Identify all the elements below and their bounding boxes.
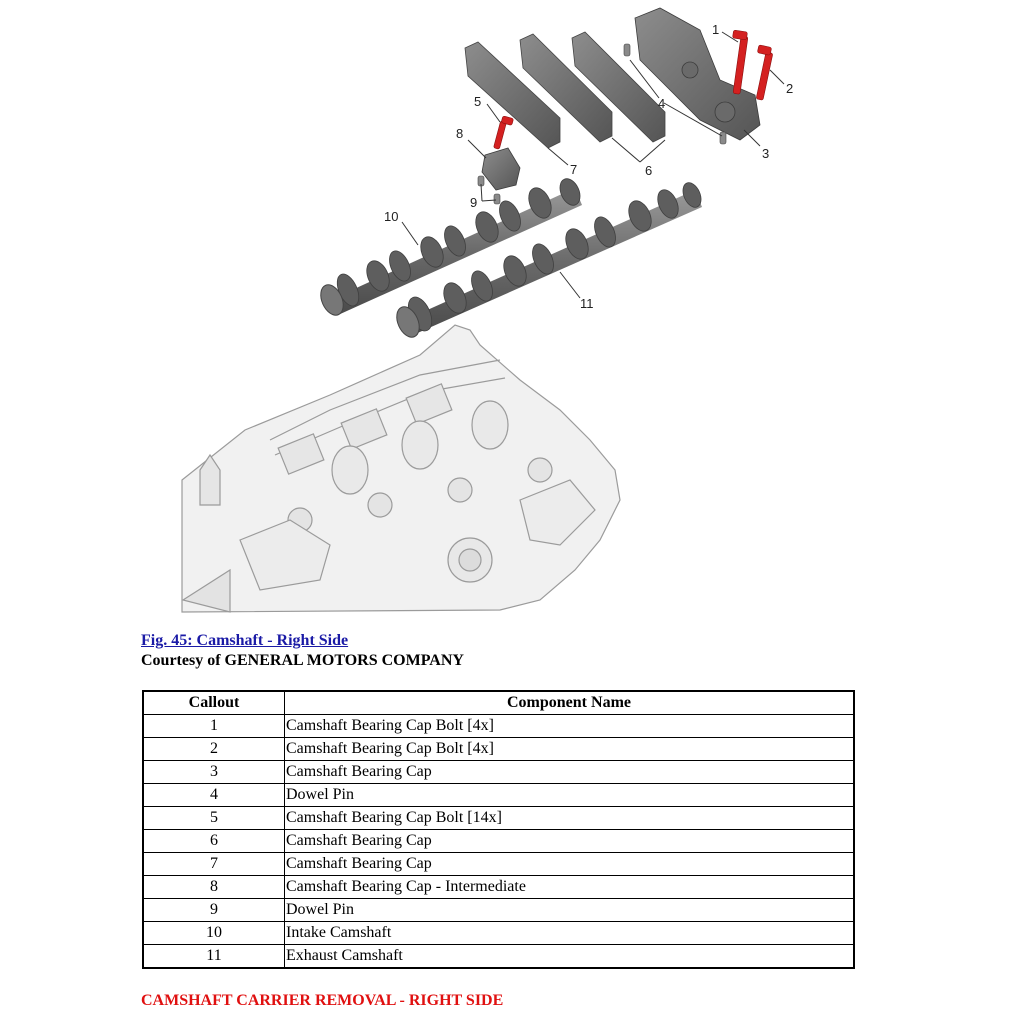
table-row	[143, 876, 854, 899]
cell-callout: 6	[143, 830, 285, 853]
table-header-row	[143, 691, 854, 715]
callout-11: 11	[580, 296, 594, 311]
cell-callout: 10	[143, 922, 285, 945]
callout-9: 9	[470, 195, 478, 210]
cylinder-head	[182, 325, 620, 612]
callout-5: 5	[474, 94, 482, 109]
cell-callout: 8	[143, 876, 285, 899]
table-row	[143, 945, 854, 969]
cell-callout: 9	[143, 899, 285, 922]
bearing-cap-strips	[465, 32, 665, 148]
camshaft-illustration	[170, 0, 810, 625]
figure-caption-link[interactable]: Fig. 45: Camshaft - Right Side	[141, 632, 349, 649]
cell-callout: 1	[143, 715, 285, 738]
header-callout: Callout	[143, 691, 285, 715]
table-row	[143, 830, 854, 853]
cell-callout: 7	[143, 853, 285, 876]
callout-1: 1	[712, 22, 720, 37]
cell-callout: 2	[143, 738, 285, 761]
callout-3: 3	[762, 146, 770, 161]
cell-component: Intake Camshaft	[285, 922, 855, 945]
table-row	[143, 922, 854, 945]
cell-component: Dowel Pin	[285, 784, 855, 807]
header-component-name: Component Name	[285, 691, 855, 715]
section-heading: CAMSHAFT CARRIER REMOVAL - RIGHT SIDE	[141, 992, 504, 1009]
cell-callout: 11	[143, 945, 285, 969]
callout-7: 7	[570, 162, 578, 177]
cell-component: Camshaft Bearing Cap Bolt [14x]	[285, 807, 855, 830]
cell-component: Camshaft Bearing Cap - Intermediate	[285, 876, 855, 899]
table-row	[143, 807, 854, 830]
cell-component: Exhaust Camshaft	[285, 945, 855, 969]
callout-8: 8	[456, 126, 464, 141]
table-row	[143, 738, 854, 761]
cell-callout: 4	[143, 784, 285, 807]
callout-2: 2	[786, 81, 794, 96]
callout-6: 6	[645, 163, 653, 178]
table-row	[143, 784, 854, 807]
cell-component: Camshaft Bearing Cap	[285, 830, 855, 853]
table-row	[143, 899, 854, 922]
table-row	[143, 853, 854, 876]
cell-component: Dowel Pin	[285, 899, 855, 922]
table-row	[143, 761, 854, 784]
callout-10: 10	[384, 209, 399, 224]
table-row	[143, 715, 854, 738]
courtesy-credit: Courtesy of GENERAL MOTORS COMPANY	[141, 652, 464, 669]
cell-callout: 5	[143, 807, 285, 830]
intermediate-cap	[482, 148, 520, 190]
cell-component: Camshaft Bearing Cap Bolt [4x]	[285, 738, 855, 761]
callout-4: 4	[658, 96, 666, 111]
cell-callout: 3	[143, 761, 285, 784]
cell-component: Camshaft Bearing Cap	[285, 853, 855, 876]
cell-component: Camshaft Bearing Cap	[285, 761, 855, 784]
components-table	[142, 690, 855, 969]
cell-component: Camshaft Bearing Cap Bolt [4x]	[285, 715, 855, 738]
